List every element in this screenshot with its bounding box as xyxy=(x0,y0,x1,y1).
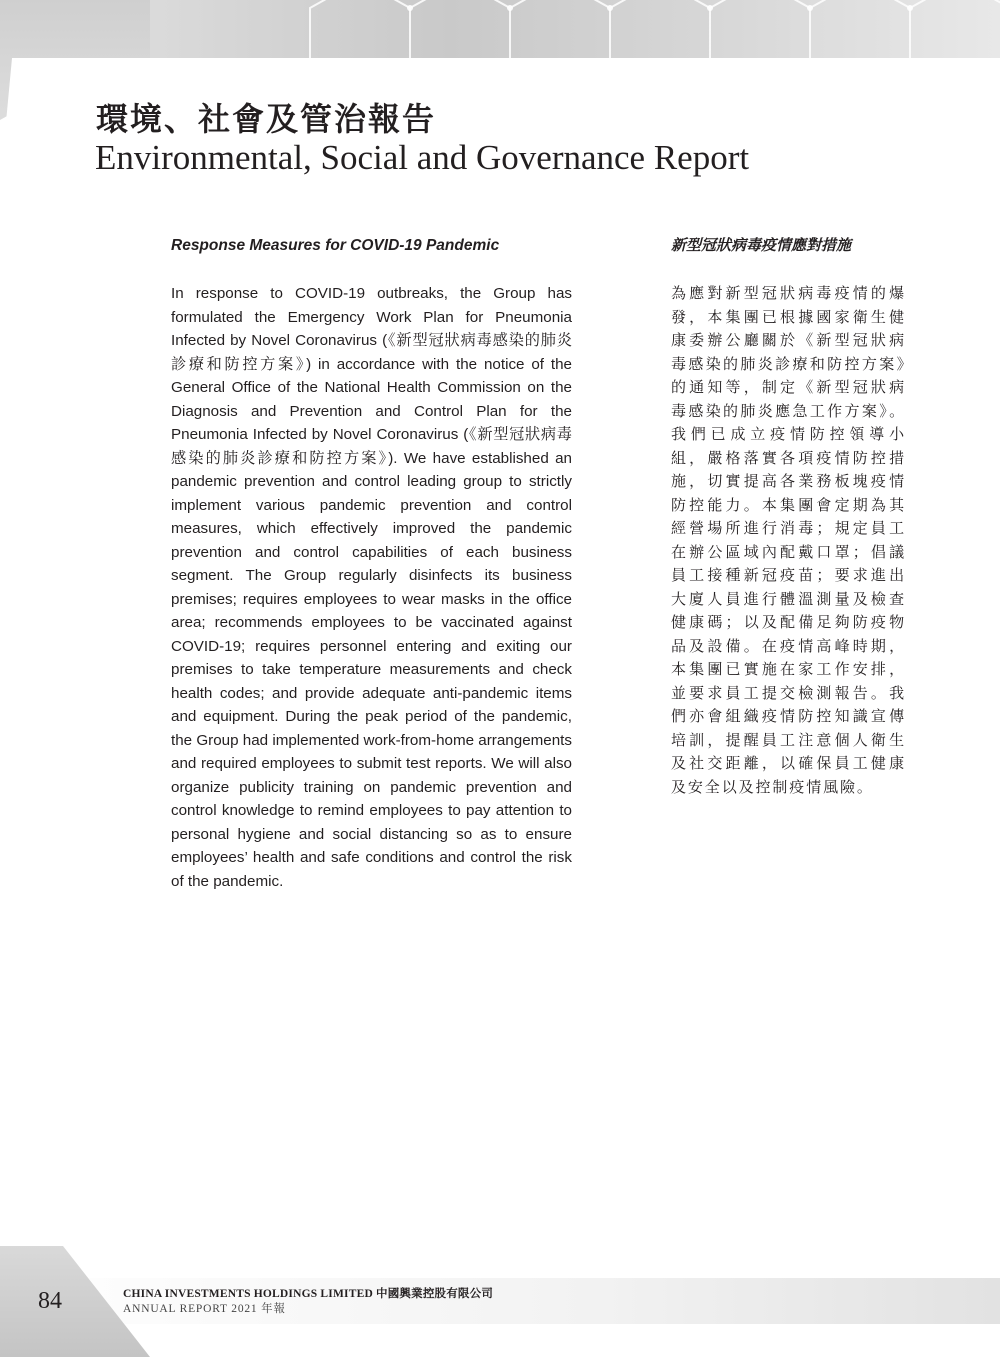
section-heading-english: Response Measures for COVID-19 Pandemic xyxy=(171,237,500,254)
body-paragraph-english: In response to COVID-19 outbreaks, the Group has formulated the Emergency Work Plan for Pneumonia Infected by Novel Coronavirus (《新型冠狀病毒感染的肺炎診療和防控方案》) in accordance with the notice of the General Office of the National Health Commission on the Diagnosis and Prevention and Control Plan for the Pneumonia Infected by Novel Coronavirus (《新型冠狀病毒感染的肺炎診療和防控方案》). We have established an pandemic prevention and control leading group to strictly implement various pandemic prevention and control measures, which effectively improved the pandemic prevention and control capabilities of each business segment. The Group regularly disinfects its business premises; requires employees to wear masks in the office area; recommends employees to be vaccinated against COVID-19; requires personnel entering and exiting our premises to take temperature measurements and check health codes; and provide adequate anti-pandemic items and equipment. During the peak period of the pandemic, the Group had implemented work-from-home arrangements and required employees to submit test reports. We will also organize publicity training on pandemic prevention and control knowledge to remind employees to pay attention to personal hygiene and social distancing so as to ensure employees’ health and safe conditions and control the risk of the pandemic. xyxy=(171,285,572,890)
section-heading-chinese: 新型冠狀病毒疫情應對措施 xyxy=(671,236,852,254)
body-paragraph-chinese: 為應對新型冠狀病毒疫情的爆發，本集團已根據國家衛生健康委辦公廳關於《新型冠狀病毒感染的肺炎診療和防控方案》的通知等，制定《新型冠狀病毒感染的肺炎應急工作方案》。我們已成立疫情防控領導小組，嚴格落實各項疫情防控措施，切實提高各業務板塊疫情防控能力。本集團會定期為其經營場所進行消毒；規定員工在辦公區域內配戴口罩；倡議員工接種新冠疫苗；要求進出大廈人員進行體溫測量及檢查健康碼；以及配備足夠防疫物品及設備。在疫情高峰時期，本集團已實施在家工作安排，並要求員工提交檢測報告。我們亦會組織疫情防控知識宣傳培訓，提醒員工注意個人衛生及社交距離，以確保員工健康及安全以及控制疫情風險。 xyxy=(671,284,906,796)
footer-company-name: CHINA INVESTMENTS HOLDINGS LIMITED 中國興業控股有限公司 xyxy=(123,1288,494,1300)
header-decorative-band xyxy=(0,0,1000,58)
page-title-english: Environmental, Social and Governance Report xyxy=(95,138,750,177)
footer-report-title: ANNUAL REPORT 2021 年報 xyxy=(123,1303,286,1315)
page-number: 84 xyxy=(38,1288,62,1314)
hexagon-pattern-graphic xyxy=(0,0,1000,58)
page-title-chinese: 環境、社會及管治報告 xyxy=(96,100,437,138)
